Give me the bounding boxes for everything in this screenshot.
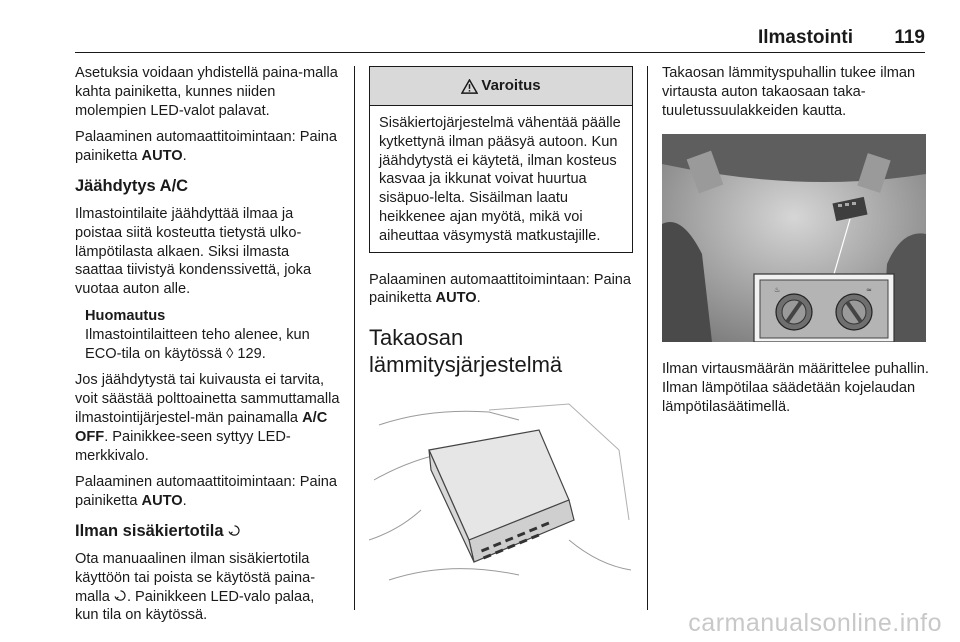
paragraph-auto-3: Palaaminen automaattitoimintaan: Paina painiketta AUTO. (369, 271, 632, 307)
column-divider-1 (354, 66, 355, 610)
paragraph-auto-2: Palaaminen automaattitoimintaan: Paina painiketta AUTO. (75, 474, 338, 510)
rear-heater-illustration (369, 390, 633, 598)
page-ref-arrow-icon: ◊ (226, 345, 234, 362)
recirculation-icon (114, 589, 127, 602)
page-number: 119 (894, 27, 925, 48)
auto-key: AUTO (141, 148, 183, 165)
warning-title: Varoitus (481, 76, 541, 94)
heading-rear-heating: Takaosan lämmitysjärjestelmä (369, 325, 563, 378)
note-title: Huomautus (85, 307, 166, 324)
page-header (75, 22, 925, 53)
column-divider-2 (647, 66, 648, 610)
rear-controls-photo (662, 134, 926, 342)
paragraph-auto-1: Palaaminen automaattitoimintaan: Paina painiketta AUTO. (75, 129, 338, 165)
auto-key: AUTO (141, 493, 183, 510)
page-title: Ilmastointi (757, 27, 853, 48)
warning-box (369, 66, 633, 253)
column-1 (75, 64, 340, 633)
paragraph-ac-off: Jos jäähdytystä tai kuivausta ei tarvita, voit säästää polttoainetta sammuttamalla ilmastointijärjestel-män painamalla A/C OFF. Painikkee-seen syttyy LED-merkkivalo. (75, 372, 340, 464)
watermark: carmanualsonline.info (688, 609, 942, 637)
ac-off-key: A/C OFF (75, 409, 328, 445)
column-3 (662, 64, 930, 425)
paragraph-rear-blower: Takaosan lämmityspuhallin tukee ilman virtausta auton takaosaan taka-tuuletussuulakkeiden kautta. (662, 65, 916, 119)
recirculation-icon (228, 524, 241, 537)
note-block: Huomautus Ilmastointilaitteen teho alenee, kun ECO-tila on käytössä ◊ 129. (85, 307, 340, 363)
heading-cooling-ac: Jäähdytys A/C (75, 176, 189, 195)
column-2 (369, 64, 633, 598)
warning-triangle-icon (461, 79, 478, 94)
auto-key: AUTO (435, 290, 477, 307)
paragraph-airflow: Ilman virtausmäärän määrittelee puhallin. Ilman lämpötilaa säädetään kojelaudan lämpötilasäätimellä. (662, 361, 929, 415)
paragraph-recirculation: Ota manuaalinen ilman sisäkiertotila käyttöön tai poista se käytöstä paina-malla . Painikkeen LED-valo palaa, kun tila on käytössä. (75, 550, 316, 624)
paragraph-combine: Asetuksia voidaan yhdistellä paina-malla kahta painiketta, kunnes niiden molempien LED-valot palavat. (75, 65, 338, 119)
svg-text:≈: ≈ (866, 286, 872, 295)
heading-recirculation: Ilman sisäkiertotila (75, 521, 340, 541)
svg-text:♨: ♨ (774, 286, 781, 295)
warning-header (370, 67, 632, 106)
warning-text: Sisäkiertojärjestelmä vähentää päälle kytkettynä ilman pääsyä autoon. Kun jäähdytystä ei käytetä, ilman kosteus kasvaa ja ikkunat voivat huurtua sisäpuo-lelta. Sisäilman laatu heikkenee ajan myötä, mikä voi aiheuttaa väsymystä matkustajille. (379, 115, 621, 244)
paragraph-ac: Ilmastointilaite jäähdyttää ilmaa ja poistaa siitä kosteutta tietystä ulko-lämpötilasta alkaen. Siksi ilmasta saattaa tiivistyä kondenssivettä, joka vuotaa auton alle. (75, 205, 312, 298)
